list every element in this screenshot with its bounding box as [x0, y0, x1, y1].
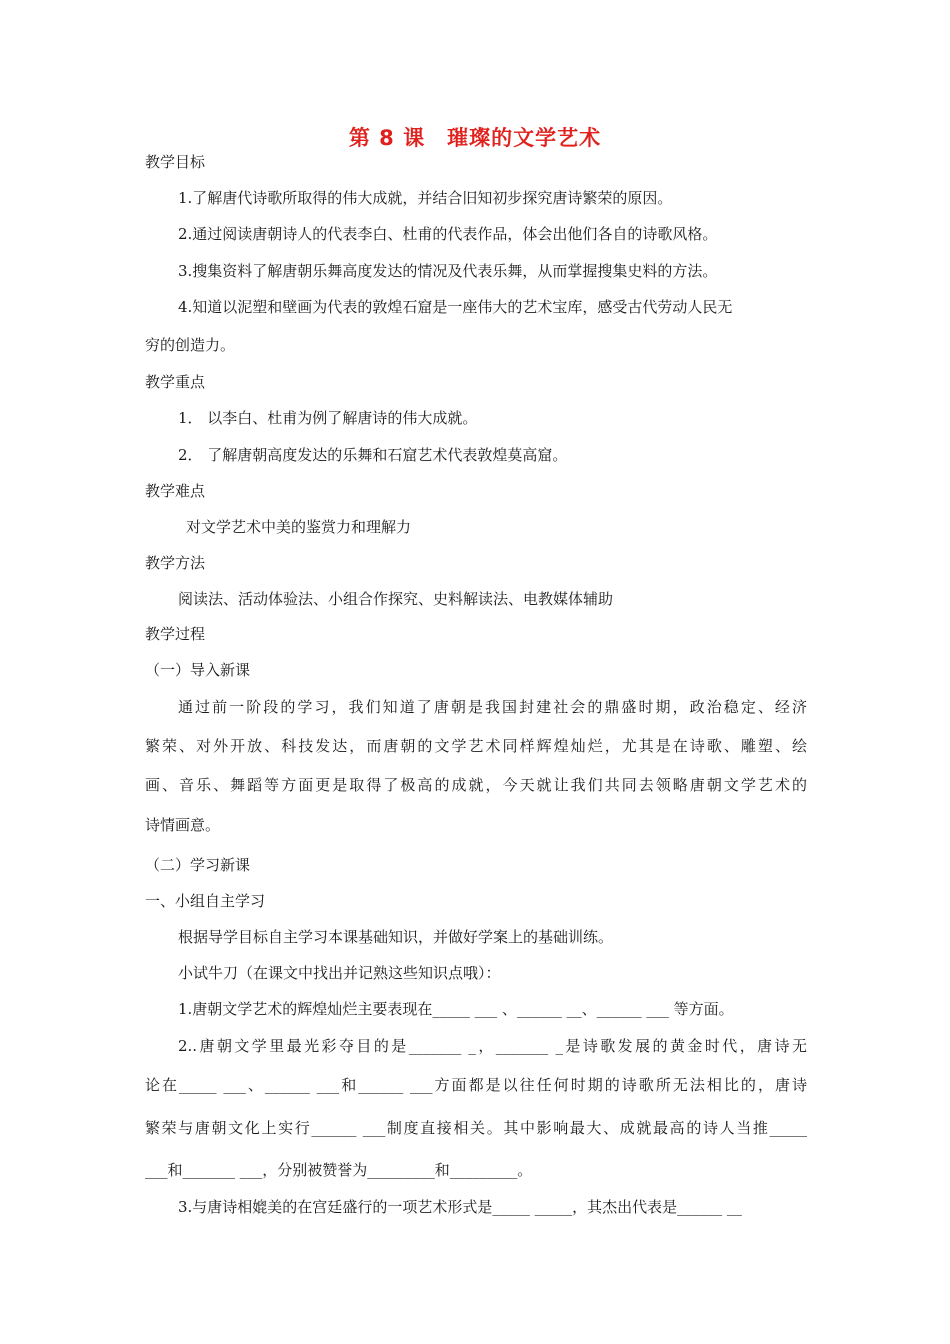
objectives-heading: 教学目标: [145, 153, 206, 171]
difficulties-text: 对文学艺术中美的鉴赏力和理解力: [186, 518, 412, 536]
intro-paragraph-line: 通过前一阶段的学习，我们知道了唐朝是我国封建社会的鼎盛时期，政治稳定、经济: [178, 698, 807, 716]
intro-paragraph-line: 画、音乐、舞蹈等方面更是取得了极高的成就，今天就让我们共同去领略唐朝文学艺术的: [145, 776, 807, 794]
quiz-line: 1.唐朝文学艺术的辉煌灿烂主要表现在_____ ___ 、______ __、______ ___ 等方面。: [178, 1000, 734, 1018]
key-point-item: 1． 以李白、杜甫为例了解唐诗的伟大成就。: [178, 409, 478, 427]
methods-heading: 教学方法: [145, 554, 206, 572]
key-point-item: 2． 了解唐朝高度发达的乐舞和石窟艺术代表敦煌莫高窟。: [178, 446, 568, 464]
quiz-line: 论在_____ ___、______ ___和______ ___方面都是以往任何时期的诗歌所无法相比的，唐诗: [145, 1076, 807, 1094]
quiz-line: ___和_______ ___，分别被赞誉为_________和_________。: [145, 1161, 533, 1179]
objective-item-continued: 穷的创造力。: [145, 336, 236, 354]
part-new-lesson-heading: （二）学习新课: [145, 856, 251, 874]
lesson-title: 第 8 课 璀璨的文学艺术: [348, 126, 602, 150]
objective-item: 4.知道以泥塑和壁画为代表的敦煌石窟是一座伟大的艺术宝库，感受古代劳动人民无: [178, 298, 733, 316]
part-intro-heading: （一）导入新课: [145, 661, 251, 679]
quiz-line: 繁荣与唐朝文化上实行______ ___制度直接相关。其中影响最大、成就最高的诗人当推_____: [145, 1119, 807, 1137]
difficulties-heading: 教学难点: [145, 482, 206, 500]
intro-paragraph-line: 诗情画意。: [145, 816, 221, 834]
objective-item: 3.搜集资料了解唐朝乐舞高度发达的情况及代表乐舞，从而掌握搜集史料的方法。: [178, 262, 718, 280]
section-group-study: 一、小组自主学习: [145, 892, 266, 910]
instruction-text: 根据导学目标自主学习本课基础知识，并做好学案上的基础训练。: [178, 928, 614, 946]
quiz-line: 2..唐朝文学里最光彩夺目的是_______ _，_______ _是诗歌发展的黄金时代，唐诗无: [178, 1037, 807, 1055]
quiz-line: 3.与唐诗相媲美的在宫廷盛行的一项艺术形式是_____ _____，其杰出代表是______ __: [178, 1198, 742, 1216]
key-points-heading: 教学重点: [145, 373, 206, 391]
quiz-intro: 小试牛刀（在课文中找出并记熟这些知识点哦）：: [178, 964, 501, 982]
objective-item: 2.通过阅读唐朝诗人的代表李白、杜甫的代表作品，体会出他们各自的诗歌风格。: [178, 225, 718, 243]
methods-text: 阅读法、活动体验法、小组合作探究、史料解读法、电教媒体辅助: [178, 590, 614, 608]
objective-item: 1.了解唐代诗歌所取得的伟大成就，并结合旧知初步探究唐诗繁荣的原因。: [178, 189, 673, 207]
process-heading: 教学过程: [145, 625, 206, 643]
intro-paragraph-line: 繁荣、对外开放、科技发达，而唐朝的文学艺术同样辉煌灿烂，尤其是在诗歌、雕塑、绘: [145, 737, 807, 755]
